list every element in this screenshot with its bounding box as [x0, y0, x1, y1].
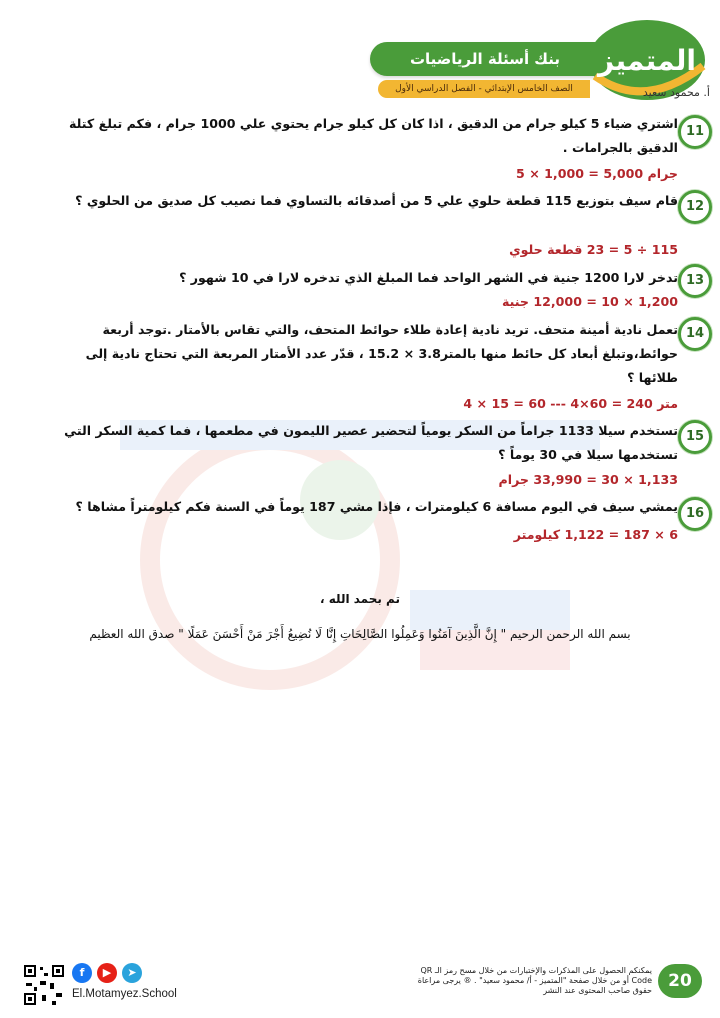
question-text: قام سيف بتوزيع 115 قطعة حلوي علي 5 من أصدقائه بالتساوي فما نصيب كل صديق من الحلوي ؟ [75, 193, 678, 208]
question-answer: متر 240 = 60×4 --- 60 = 15 × 4 [463, 396, 678, 411]
question-number: 16 [678, 497, 712, 531]
facebook-icon[interactable]: f [72, 963, 92, 983]
question-text: اشتري ضياء 5 كيلو جرام من الدقيق ، اذا كان كل كيلو جرام يحتوي علي 1000 جرام ، فكم تبلغ كتلة الدقيق بالجرامات . [69, 116, 678, 155]
page-title: بنك أسئلة الرياضيات [409, 50, 561, 68]
question-number: 11 [678, 115, 712, 149]
question-text: تدخر لارا 1200 جنية في الشهر الواحد فما المبلغ الذي تدخره لارا في 10 شهور ؟ [179, 270, 678, 285]
telegram-icon[interactable]: ➤ [122, 963, 142, 983]
footer-note: يمكنكم الحصول على المذكرات والإختبارات من خلال مسح رمز الـ QR Code أو من خلال صفحة "المتميز - أ/ محمود سعيد" . ® يرجى مراعاة حقوق صاحب المحتوى عند النشر [417, 966, 652, 995]
website-link[interactable]: El.Motamyez.School [72, 988, 177, 1000]
closing-text: تم بحمد الله ، [320, 592, 400, 606]
qr-code[interactable] [22, 963, 66, 1007]
question-number: 14 [678, 317, 712, 351]
question-number: 13 [678, 264, 712, 298]
grade-subtitle: الصف الخامس الإبتدائي - الفصل الدراسي الأول [378, 80, 590, 98]
question-number: 12 [678, 190, 712, 224]
logo-text: المتميز [598, 44, 696, 77]
question-answer: جرام 5,000 = 1,000 × 5 [516, 166, 678, 181]
quran-verse: بسم الله الرحمن الرحيم " إِنَّ الَّذِينَ آمَنُوا وَعَمِلُوا الصَّالِحَاتِ إِنَّا لَا نُضِيعُ أَجْرَ مَنْ أَحْسَنَ عَمَلًا " صدق الله العظيم [89, 627, 631, 641]
question-answer: 115 ÷ 5 = 23 قطعة حلوي [509, 242, 678, 257]
question-answer: 6 × 187 = 1,122 كيلومتر [513, 527, 678, 542]
question-text: يمشي سيف في اليوم مسافة 6 كيلومترات ، فإذا مشي 187 يوماً في السنة فكم كيلومتراً مشاها ؟ [75, 499, 678, 514]
youtube-icon[interactable]: ▶ [97, 963, 117, 983]
page-number: 20 [658, 964, 702, 998]
question-text: تستخدم سيلا 1133 جراماً من السكر يومياً لتحضير عصير الليمون في مطعمها ، فما كمية السكر التي تستخدمها سيلا في 30 يوماً ؟ [64, 423, 678, 462]
question-answer: 1,200 × 10 = 12,000 جنية [501, 294, 678, 309]
question-number: 15 [678, 420, 712, 454]
question-text: تعمل نادية أمينة متحف. تريد نادية إعادة طلاء حوائط المتحف، والتي تقاس بالأمتار .توجد أربعة حوائط،وتبلغ أبعاد كل حائط منها بالمتر3.8 × 15.2 ، قدّر عدد الأمتار المربعة التي تحتاج نادية إلى طلائها ؟ [85, 322, 678, 385]
author-name: أ. محمود سعيد [642, 86, 710, 99]
question-answer: 1,133 × 30 = 33,990 جرام [498, 472, 678, 487]
